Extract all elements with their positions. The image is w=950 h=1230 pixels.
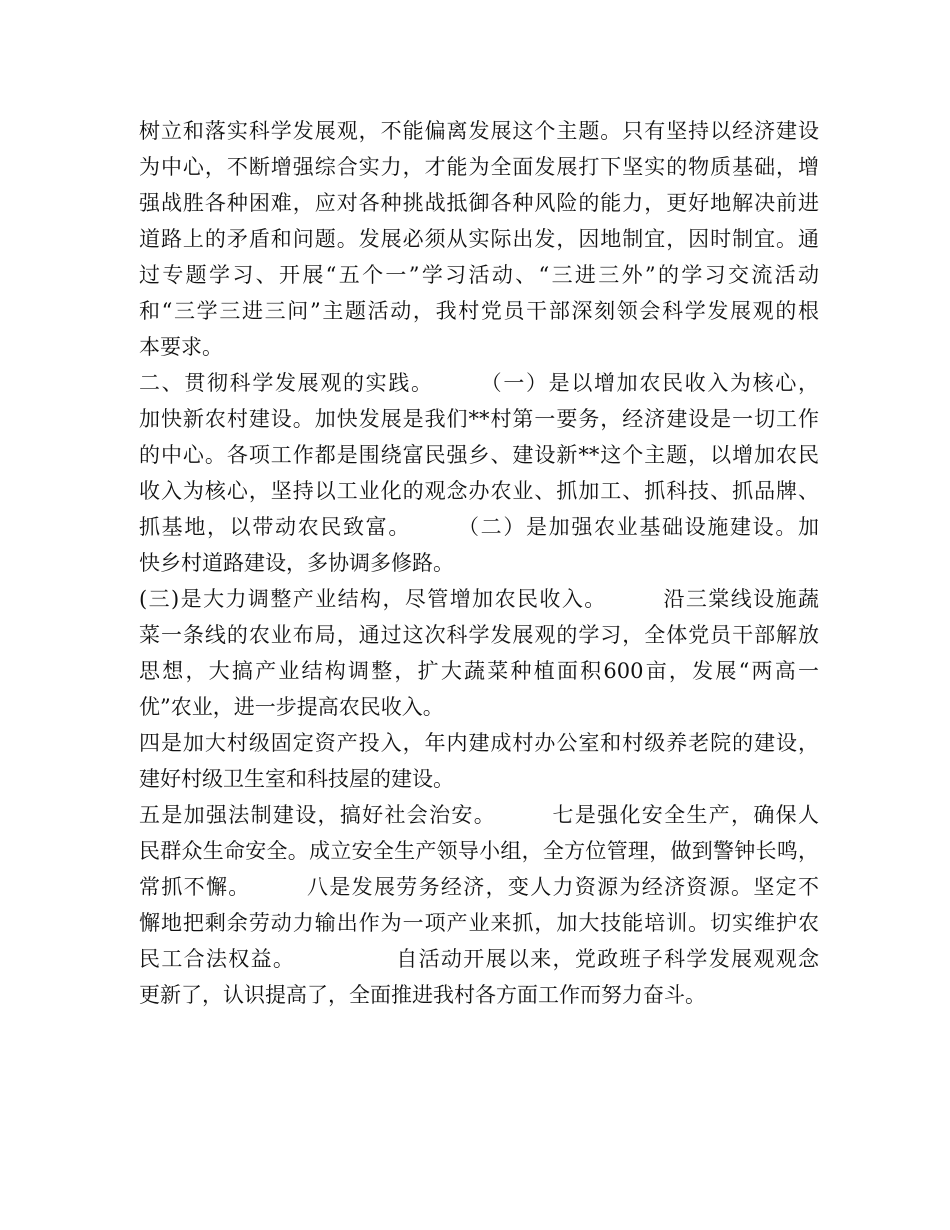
text-line: 抓基地，以带动农民致富。 （二）是加强农业基础设施建设。加 (139, 515, 819, 539)
text-line: 过专题学习、开展“五个一”学习活动、“三进三外”的学习交流活动 (139, 263, 819, 287)
text-line: 为中心，不断增强综合实力，才能为全面发展打下坚实的物质基础，增 (139, 155, 819, 179)
body-text (139, 113, 819, 1013)
text-line: 五是加强法制建设，搞好社会治安。 七是强化安全生产，确保人 (139, 803, 819, 827)
text-line: 四是加大村级固定资产投入，年内建成村办公室和村级养老院的建设， (139, 731, 819, 755)
text-line: 菜一条线的农业布局，通过这次科学发展观的学习，全体党员干部解放 (139, 623, 819, 647)
text-line: 的中心。各项工作都是围绕富民强乡、建设新**这个主题，以增加农民 (139, 443, 819, 467)
text-line: 树立和落实科学发展观，不能偏离发展这个主题。只有坚持以经济建设 (139, 119, 819, 143)
text-line: 二、贯彻科学发展观的实践。 （一）是以增加农民收入为核心， (139, 371, 819, 395)
text-line: 民工合法权益。 自活动开展以来，党政班子科学发展观观念 (139, 947, 819, 971)
text-line: 懈地把剩余劳动力输出作为一项产业来抓，加大技能培训。切实维护农 (139, 911, 819, 935)
text-line: 道路上的矛盾和问题。发展必须从实际出发，因地制宜，因时制宜。通 (139, 227, 819, 251)
text-line: 强战胜各种困难，应对各种挑战抵御各种风险的能力，更好地解决前进 (139, 191, 819, 215)
text-line: 加快新农村建设。加快发展是我们**村第一要务，经济建设是一切工作 (139, 407, 819, 431)
text-line: (三)是大力调整产业结构，尽管增加农民收入。 沿三棠线设施蔬 (139, 587, 819, 611)
text-line: 民群众生命安全。成立安全生产领导小组，全方位管理，做到警钟长鸣， (139, 839, 819, 863)
text-line: 本要求。 (139, 335, 223, 359)
text-line: 建好村级卫生室和科技屋的建设。 (139, 767, 454, 791)
text-line: 思想，大搞产业结构调整，扩大蔬菜种植面积600亩，发展“两高一 (139, 659, 819, 683)
text-line: 快乡村道路建设，多协调多修路。 (139, 551, 454, 575)
text-line: 收入为核心，坚持以工业化的观念办农业、抓加工、抓科技、抓品牌、 (139, 479, 819, 503)
text-line: 更新了，认识提高了，全面推进我村各方面工作而努力奋斗。 (139, 983, 706, 1007)
text-line: 常抓不懈。 八是发展劳务经济，变人力资源为经济资源。坚定不 (139, 875, 819, 899)
text-line: 优”农业，进一步提高农民收入。 (139, 695, 444, 719)
text-line: 和“三学三进三问”主题活动，我村党员干部深刻领会科学发展观的根 (139, 299, 819, 323)
